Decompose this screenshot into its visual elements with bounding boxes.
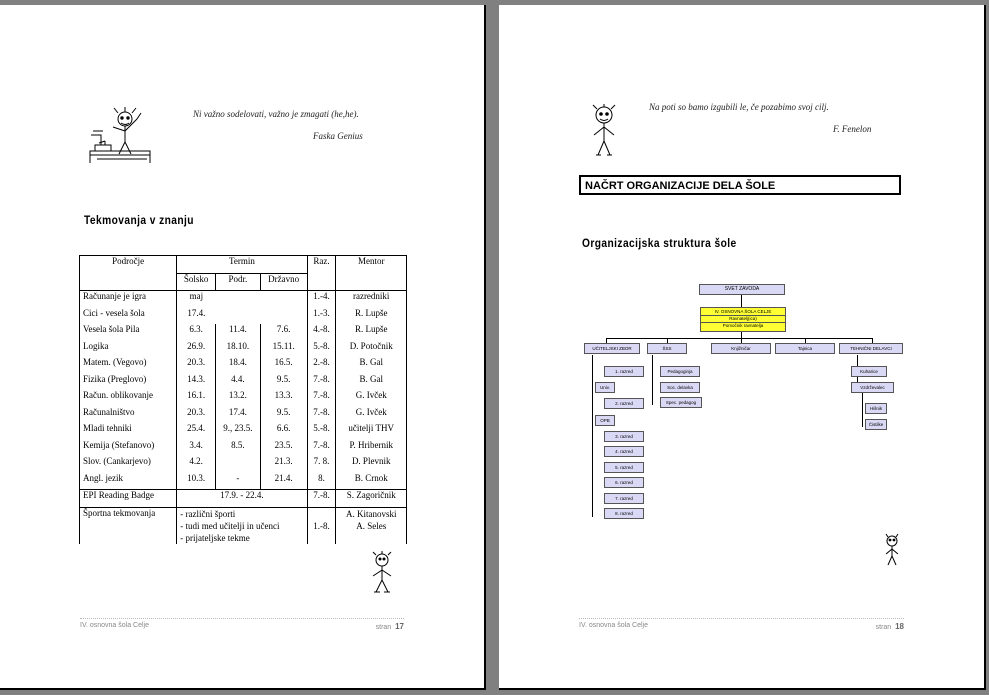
national-cell: 23.5. bbox=[260, 440, 307, 457]
footer-school: IV. osnovna šola Celje bbox=[80, 622, 150, 629]
section-title: Organizacijska struktura šole bbox=[582, 236, 737, 250]
page-quote: Na poti so bamo izgubili le, če pozabimo svoj cilj. bbox=[649, 102, 829, 112]
national-cell bbox=[260, 308, 307, 325]
mentor-cell: učitelji THV bbox=[336, 423, 407, 440]
org-sss-box: Pedagoginja bbox=[660, 366, 700, 377]
table-row bbox=[80, 440, 407, 457]
org-line bbox=[592, 355, 593, 517]
grade-cell: 7.-8. bbox=[307, 390, 336, 407]
area-cell: Slov. (Cankarjevo) bbox=[80, 456, 177, 473]
subheader-regional: Podr. bbox=[216, 273, 261, 291]
subheader-national: Državno bbox=[260, 273, 307, 291]
grade-cell: 1.-8. bbox=[307, 507, 336, 544]
org-tech-box: Hišnik bbox=[865, 403, 887, 414]
regional-cell: 4.4. bbox=[216, 374, 261, 391]
org-teacher-box: Univ. bbox=[595, 382, 615, 393]
sport-list bbox=[177, 507, 307, 544]
grade-cell: 7.-8. bbox=[307, 440, 336, 457]
org-top-box: SVET ZAVODA bbox=[699, 284, 785, 295]
grade-cell: 7.-8. bbox=[307, 490, 336, 508]
org-line bbox=[862, 393, 863, 427]
grade-cell: 4.-8. bbox=[307, 324, 336, 341]
genius-cartoon-image bbox=[85, 105, 155, 167]
mentor-cell: S. Zagoričnik bbox=[336, 490, 407, 508]
national-cell: 21.3. bbox=[260, 456, 307, 473]
school-cell: 16.1. bbox=[187, 390, 206, 400]
regional-cell bbox=[216, 456, 261, 473]
subheader-school: Šolsko bbox=[177, 273, 216, 291]
area-cell: EPI Reading Badge bbox=[80, 490, 177, 508]
table-row bbox=[80, 456, 407, 473]
mentor-cell: R. Lupše bbox=[336, 324, 407, 341]
school-cell: maj bbox=[189, 291, 204, 301]
school-cell: 3.4. bbox=[189, 439, 203, 450]
quote-author: F. Fenelon bbox=[833, 124, 872, 134]
school-cell: 17.4. bbox=[187, 307, 206, 318]
competitions-table bbox=[79, 255, 407, 544]
table-body bbox=[80, 291, 407, 544]
org-sss-box: Spec. pedagog bbox=[660, 397, 702, 408]
area-cell: Angl. jezik bbox=[80, 473, 177, 490]
regional-cell bbox=[216, 308, 261, 325]
regional-cell: 13.2. bbox=[216, 390, 261, 407]
table-row bbox=[80, 291, 407, 308]
genius-cartoon-image bbox=[880, 533, 904, 567]
area-cell: Športna tekmovanja bbox=[80, 507, 177, 544]
mentor-cell: razredniki bbox=[336, 291, 407, 308]
area-cell: Računalništvo bbox=[80, 407, 177, 424]
table-row bbox=[80, 473, 407, 490]
mentor-cell: R. Lupše bbox=[336, 308, 407, 325]
org-teacher-box: 4. razred bbox=[604, 446, 644, 457]
footer-page-number: 18 bbox=[895, 622, 904, 631]
header-area: Področje bbox=[80, 256, 177, 291]
page-footer bbox=[579, 618, 904, 629]
org-director: Ravnatelj(ica) bbox=[701, 316, 785, 323]
table-row bbox=[80, 341, 407, 358]
area-cell: Logika bbox=[80, 341, 177, 358]
table-row bbox=[80, 423, 407, 440]
grade-cell: 5.-8. bbox=[307, 423, 336, 440]
header-mentor: Mentor bbox=[336, 256, 407, 291]
school-cell: 26.9. bbox=[187, 340, 206, 351]
org-teacher-box: OPB bbox=[595, 415, 615, 426]
national-cell: 15.11. bbox=[260, 341, 307, 358]
table-row-sport bbox=[80, 507, 407, 544]
grade-cell: 5.-8. bbox=[307, 341, 336, 358]
org-dept-box: UČITELJSKI ZBOR bbox=[584, 343, 640, 354]
national-cell: 21.4. bbox=[260, 473, 307, 490]
page-quote: Ni važno sodelovati, važno je zmagati (he,he). bbox=[193, 109, 359, 119]
area-cell: Kemija (Stefanovo) bbox=[80, 440, 177, 457]
org-teacher-box: 6. razred bbox=[604, 477, 644, 488]
page-18 bbox=[499, 5, 986, 690]
org-teacher-box: 3. razred bbox=[604, 431, 644, 442]
school-cell: 25.4. bbox=[187, 423, 206, 433]
sport-item: - prijateljske tekme bbox=[180, 532, 250, 543]
mentor-cell: D. Plevnik bbox=[336, 456, 407, 473]
footer-page-number: 17 bbox=[395, 622, 404, 631]
national-cell: 13.3. bbox=[260, 390, 307, 407]
mentor-cell: P. Hribernik bbox=[336, 440, 407, 457]
table-row bbox=[80, 324, 407, 341]
org-line bbox=[652, 355, 653, 405]
footer-school: IV. osnovna šola Celje bbox=[579, 622, 649, 629]
school-cell: 6.3. bbox=[189, 324, 203, 334]
footer-page-label: stran bbox=[875, 624, 892, 631]
org-tech-box: Vzdrževalec bbox=[851, 382, 894, 393]
quote-author: Faska Genius bbox=[313, 131, 363, 141]
national-cell: 6.6. bbox=[260, 423, 307, 440]
sport-item: - različni športi bbox=[180, 508, 236, 519]
mentor-cell: D. Potočnik bbox=[336, 341, 407, 358]
area-cell: Vesela šola Pila bbox=[80, 324, 177, 341]
header-term: Termin bbox=[177, 256, 307, 274]
grade-cell: 1.-4. bbox=[307, 291, 336, 308]
school-cell: 10.3. bbox=[187, 472, 206, 483]
org-teacher-box: 1. razred bbox=[604, 366, 644, 377]
org-tech-box: Čistilke bbox=[865, 419, 887, 430]
header-grade: Raz. bbox=[307, 256, 336, 291]
school-cell: 4.2. bbox=[189, 456, 203, 466]
mentor-name: A. Kitanovski bbox=[345, 508, 397, 519]
table-row bbox=[80, 308, 407, 325]
area-cell: Fizika (Preglovo) bbox=[80, 374, 177, 391]
area-cell: Mladi tehniki bbox=[80, 423, 177, 440]
genius-cartoon-image bbox=[364, 550, 400, 596]
org-teacher-box: 8. razred bbox=[604, 508, 644, 519]
school-cell: 20.3. bbox=[187, 357, 206, 367]
table-row bbox=[80, 374, 407, 391]
footer-page-label: stran bbox=[375, 624, 392, 631]
org-dept-box: Knjižničar bbox=[711, 343, 771, 354]
grade-cell: 2.-8. bbox=[307, 357, 336, 374]
area-cell: Cici - vesela šola bbox=[80, 308, 177, 325]
area-cell: Račun. oblikovanje bbox=[80, 390, 177, 407]
org-dept-box: Tajnica bbox=[775, 343, 835, 354]
term-cell: 17.9. - 22.4. bbox=[177, 490, 307, 508]
mentor-cell: B. Gal bbox=[336, 357, 407, 374]
sport-item: - tudi med učitelji in učenci bbox=[180, 520, 280, 531]
page-footer bbox=[80, 618, 404, 629]
section-title: Tekmovanja v znanju bbox=[84, 213, 194, 227]
org-dept-box: ŠSS bbox=[647, 343, 687, 354]
page-17 bbox=[0, 5, 486, 690]
national-cell bbox=[260, 291, 307, 308]
org-school-name: IV. OSNOVNA ŠOLA CELJE bbox=[701, 309, 785, 316]
mentor-cell: B. Gal bbox=[336, 374, 407, 391]
regional-cell: 18.4. bbox=[216, 357, 261, 374]
grade-cell: 7.-8. bbox=[307, 407, 336, 424]
national-cell: 7.6. bbox=[260, 324, 307, 341]
mentor-cell bbox=[336, 507, 407, 544]
org-school-box bbox=[700, 307, 786, 332]
regional-cell: 17.4. bbox=[216, 407, 261, 424]
table-row bbox=[80, 357, 407, 374]
org-tech-box: Kuharice bbox=[851, 366, 887, 377]
mentor-cell: B. Crnok bbox=[336, 473, 407, 490]
national-cell: 9.5. bbox=[260, 374, 307, 391]
org-deputy: Pomočnik ravnatelja bbox=[722, 322, 764, 328]
regional-cell: 18.10. bbox=[216, 341, 261, 358]
table-row bbox=[80, 390, 407, 407]
regional-cell: 8.5. bbox=[216, 440, 261, 457]
table-row bbox=[80, 407, 407, 424]
footer-page bbox=[876, 622, 904, 631]
footer-page bbox=[376, 622, 404, 631]
genius-cartoon-image bbox=[587, 103, 621, 159]
grade-cell: 8. bbox=[307, 473, 336, 490]
org-line bbox=[606, 338, 872, 339]
table-row-epi bbox=[80, 490, 407, 508]
regional-cell bbox=[216, 291, 261, 308]
heading-box: NAČRT ORGANIZACIJE DELA ŠOLE bbox=[579, 175, 901, 195]
grade-cell: 1.-3. bbox=[307, 308, 336, 325]
mentor-cell: G. Ivček bbox=[336, 407, 407, 424]
regional-cell: - bbox=[216, 473, 261, 490]
regional-cell: 11.4. bbox=[216, 324, 261, 341]
area-cell: Matem. (Vegovo) bbox=[80, 357, 177, 374]
school-cell: 14.3. bbox=[187, 373, 206, 384]
org-teacher-box: 7. razred bbox=[604, 493, 644, 504]
mentor-cell: G. Ivček bbox=[336, 390, 407, 407]
org-teacher-box: 5. razred bbox=[604, 462, 644, 473]
org-teacher-box: 2. razred bbox=[604, 398, 644, 409]
org-dept-box: TEHNIČNI DELAVCI bbox=[839, 343, 903, 354]
org-line bbox=[741, 295, 742, 307]
national-cell: 16.5. bbox=[260, 357, 307, 374]
org-sss-box: Soc. delavka bbox=[660, 382, 700, 393]
area-cell: Računanje je igra bbox=[80, 291, 177, 308]
grade-cell: 7.-8. bbox=[307, 374, 336, 391]
national-cell: 9.5. bbox=[260, 407, 307, 424]
grade-cell: 7. 8. bbox=[307, 456, 336, 473]
school-cell: 20.3. bbox=[187, 406, 206, 417]
mentor-name: A. Seles bbox=[356, 520, 387, 531]
regional-cell: 9., 23.5. bbox=[216, 423, 261, 440]
